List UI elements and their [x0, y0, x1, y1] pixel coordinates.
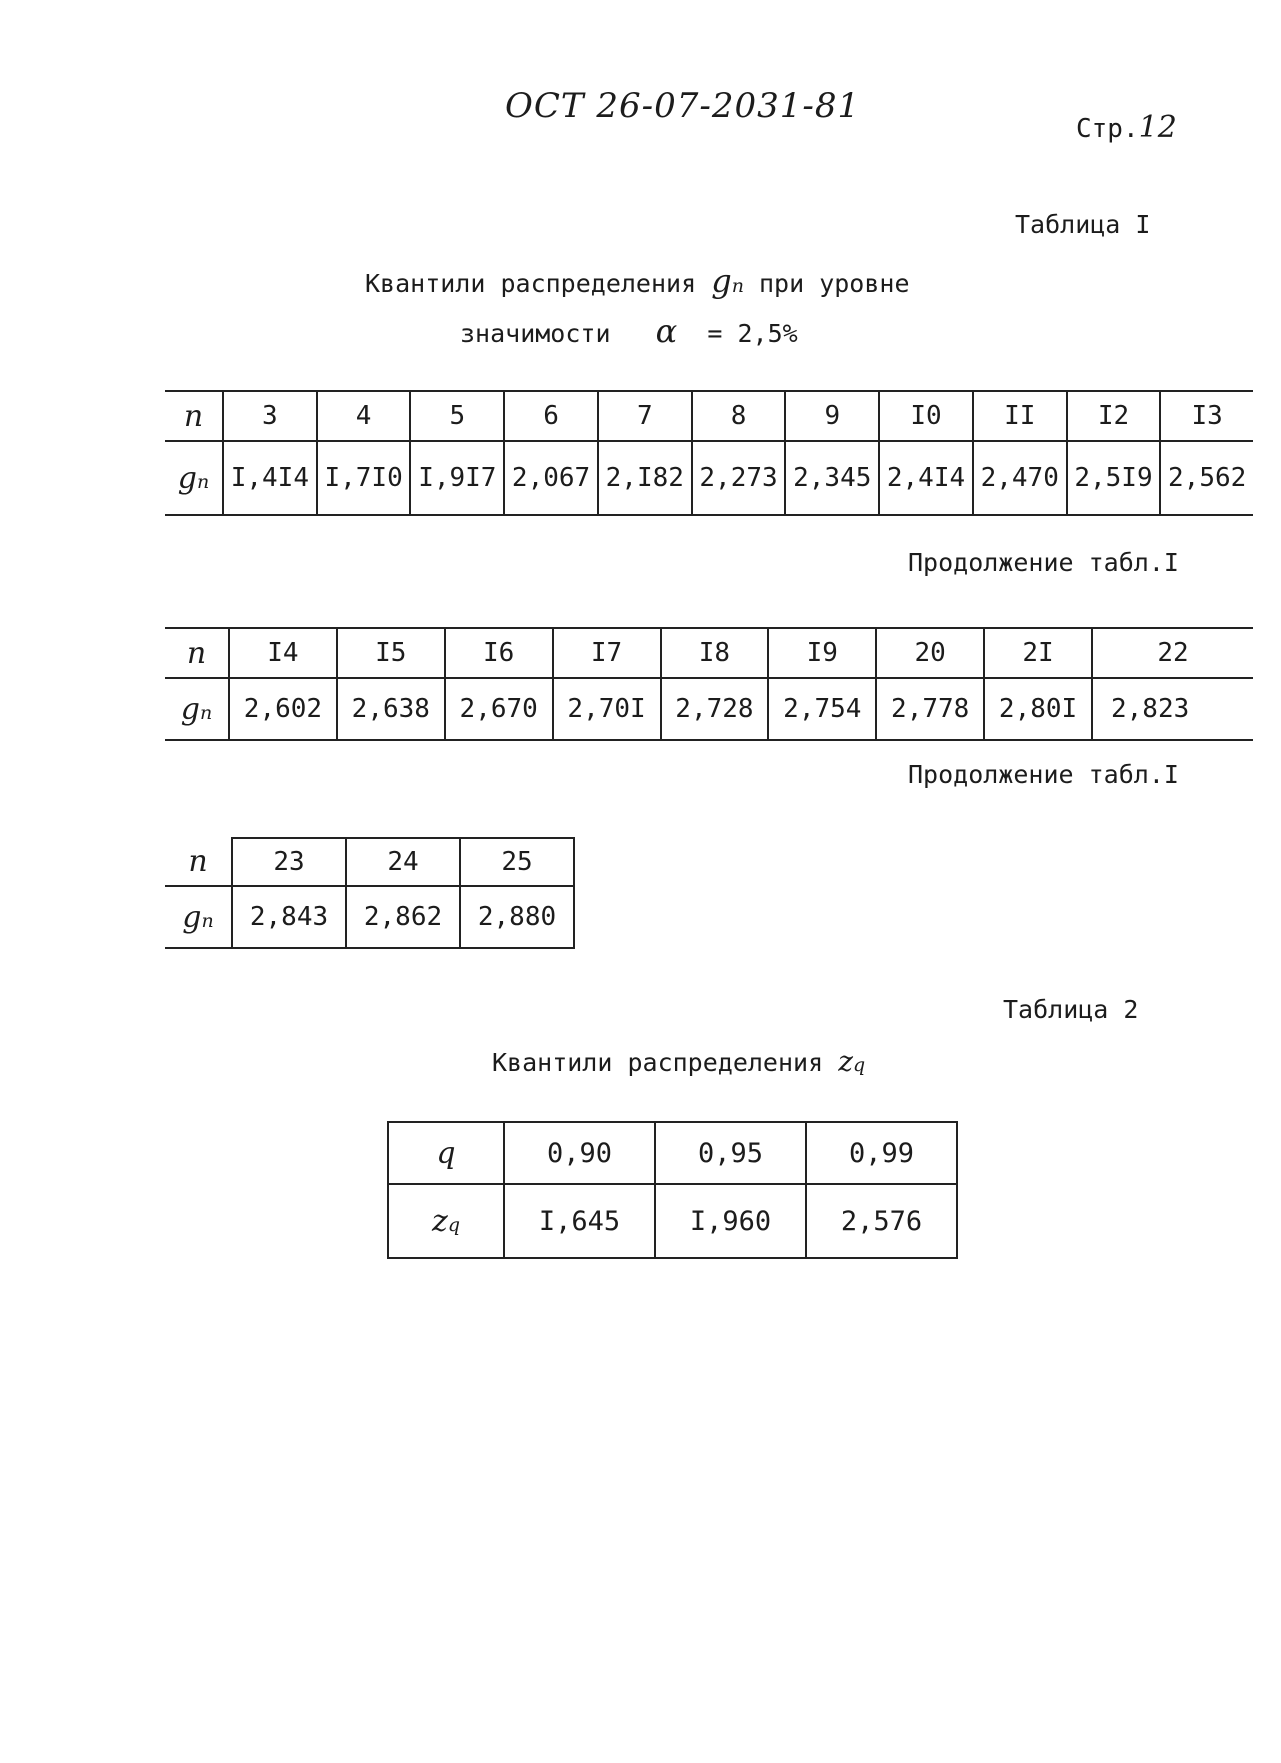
- row-header-q: q: [388, 1122, 504, 1184]
- table-row-g: [165, 678, 1253, 740]
- table2-label: Таблица 2: [1003, 995, 1139, 1024]
- page-label-text: Стр.: [1076, 114, 1139, 144]
- table-cell: 2,470: [973, 441, 1067, 515]
- table-cell: 22: [1092, 628, 1253, 678]
- table1-caption-line1: [365, 262, 910, 300]
- table1-caption-line2: [460, 312, 798, 350]
- row-header-n: n: [165, 391, 223, 441]
- row-header-n: n: [165, 838, 232, 886]
- table-cell: 2,5I9: [1067, 441, 1161, 515]
- table-cell: 2,576: [806, 1184, 957, 1258]
- quantile-table-part3: [165, 837, 575, 949]
- table-row-g: [165, 886, 574, 948]
- table-row-z: [388, 1184, 957, 1258]
- caption-text: Квантили распределения: [365, 269, 697, 298]
- z-symbol: zq: [838, 1045, 866, 1078]
- table-cell: 2,562: [1160, 441, 1253, 515]
- table-cell: I2: [1067, 391, 1161, 441]
- continuation-label: Продолжение табл.I: [908, 548, 1179, 577]
- table-cell: 2,273: [692, 441, 786, 515]
- table-cell: 0,90: [504, 1122, 655, 1184]
- document-number: ОСТ 26-07-2031-81: [505, 86, 861, 126]
- table-cell: 20: [876, 628, 984, 678]
- table-cell: 6: [504, 391, 598, 441]
- table-cell: 2,862: [346, 886, 460, 948]
- table-row-g: [165, 441, 1253, 515]
- table-cell: I7: [553, 628, 661, 678]
- table-cell: 2,880: [460, 886, 574, 948]
- table-cell: 2,602: [229, 678, 337, 740]
- table-row-q: [388, 1122, 957, 1184]
- caption-text: Квантили распределения: [492, 1048, 824, 1077]
- table-cell: 9: [785, 391, 879, 441]
- table-cell: 2,778: [876, 678, 984, 740]
- caption-text: значимости: [460, 319, 611, 348]
- table-row-n: [165, 628, 1253, 678]
- table-cell: I,4I4: [223, 441, 317, 515]
- table-cell: I9: [768, 628, 876, 678]
- table-cell: 2,754: [768, 678, 876, 740]
- table-cell: 2,I82: [598, 441, 692, 515]
- table-cell: 2,80I: [984, 678, 1092, 740]
- row-header-n: n: [165, 628, 229, 678]
- table-cell: I6: [445, 628, 553, 678]
- row-header-g: gn: [165, 678, 229, 740]
- table-cell: 2,670: [445, 678, 553, 740]
- table-cell: 24: [346, 838, 460, 886]
- table-cell: 4: [317, 391, 411, 441]
- quantile-table-part1: [165, 390, 1253, 516]
- table-cell: 7: [598, 391, 692, 441]
- z-quantile-table: [387, 1121, 958, 1259]
- table1-label: Таблица I: [1015, 210, 1151, 239]
- alpha-symbol: α: [655, 312, 678, 350]
- g-symbol: gn: [711, 262, 744, 300]
- table-cell: I0: [879, 391, 973, 441]
- table-cell: I8: [661, 628, 769, 678]
- row-header-z: zq: [388, 1184, 504, 1258]
- table-cell: 3: [223, 391, 317, 441]
- table-cell: 8: [692, 391, 786, 441]
- table-cell: 2,4I4: [879, 441, 973, 515]
- table-cell: 2,70I: [553, 678, 661, 740]
- table-row-n: [165, 391, 1253, 441]
- table-cell: 2I: [984, 628, 1092, 678]
- table-cell: I,960: [655, 1184, 806, 1258]
- table2-caption: [492, 1045, 865, 1078]
- table-cell: 2,345: [785, 441, 879, 515]
- table-cell: I4: [229, 628, 337, 678]
- caption-text: при уровне: [759, 269, 910, 298]
- table-cell: 25: [460, 838, 574, 886]
- table-cell: I,7I0: [317, 441, 411, 515]
- table-cell: I,645: [504, 1184, 655, 1258]
- table-cell: 0,99: [806, 1122, 957, 1184]
- table-row-n: [165, 838, 574, 886]
- table-cell: 23: [232, 838, 346, 886]
- page-number-label: [1076, 110, 1177, 145]
- table-cell: I3: [1160, 391, 1253, 441]
- table-cell: 2,843: [232, 886, 346, 948]
- table-cell: I5: [337, 628, 445, 678]
- table-cell: 2,728: [661, 678, 769, 740]
- continuation-label-2: Продолжение табл.I: [908, 760, 1179, 789]
- quantile-table-part2: [165, 627, 1253, 741]
- row-header-g: gn: [165, 886, 232, 948]
- table-cell: II: [973, 391, 1067, 441]
- table-cell: 2,638: [337, 678, 445, 740]
- table-cell: 2,823: [1092, 678, 1253, 740]
- table-cell: 2,067: [504, 441, 598, 515]
- table-cell: 0,95: [655, 1122, 806, 1184]
- row-header-g: gn: [165, 441, 223, 515]
- table-cell: 5: [410, 391, 504, 441]
- table-cell: I,9I7: [410, 441, 504, 515]
- page-number: 12: [1138, 110, 1177, 145]
- significance-value: = 2,5%: [707, 319, 798, 348]
